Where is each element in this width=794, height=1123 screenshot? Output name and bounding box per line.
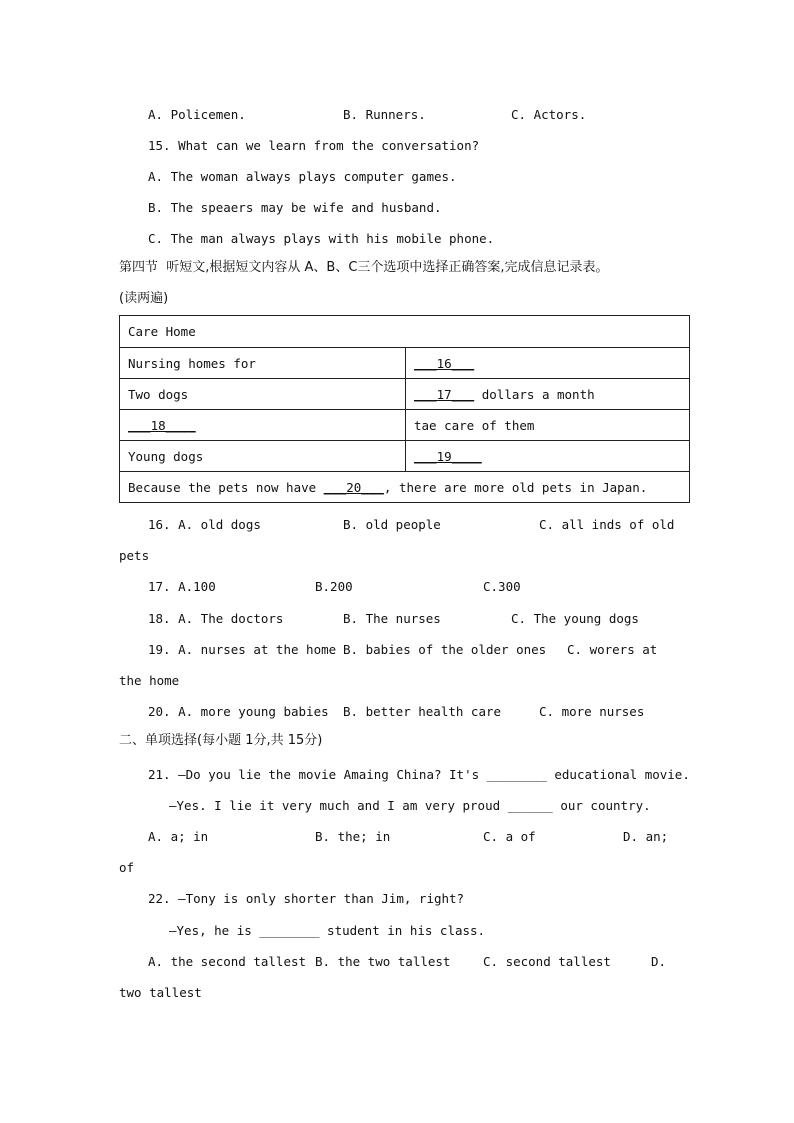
blank-17: ___17___: [414, 386, 475, 402]
q22-option-c: C. second tallest: [483, 954, 611, 969]
q16-option-b: B. old people: [343, 517, 441, 532]
q21-option-a: A. a; in: [148, 829, 209, 844]
table-cell: [406, 379, 690, 410]
q22-option-d: D.: [651, 954, 667, 969]
q22-continuation: two tallest: [119, 985, 202, 1000]
q16-option-a: 16. A. old dogs: [148, 517, 261, 532]
table-cell-text: dollars a month: [474, 386, 595, 402]
table-cell: Young dogs: [120, 441, 406, 472]
table-cell: Two dogs: [120, 379, 406, 410]
part2-heading: 二、单项选择(每小题 1分,共 15分): [119, 733, 323, 748]
table-cell: [406, 441, 690, 472]
q18-option-a: 18. A. The doctors: [148, 611, 284, 626]
section4-heading: 第四节 听短文,根据短文内容从 A、B、C三个选项中选择正确答案,完成信息记录表。: [119, 260, 609, 275]
q15-question: 15. What can we learn from the conversation?: [148, 138, 480, 153]
q19-option-b: B. babies of the older ones: [343, 642, 547, 657]
q18-option-b: B. The nurses: [343, 611, 441, 626]
table-row: [120, 348, 690, 379]
q17-option-a: 17. A.100: [148, 579, 216, 594]
table-cell: tae care of them: [406, 410, 690, 441]
footer-text: , there are more old pets in Japan.: [383, 479, 648, 495]
q21-option-b: B. the; in: [315, 829, 391, 844]
table-row: [120, 441, 690, 472]
q16-continuation: pets: [119, 548, 150, 563]
q22-option-a: A. the second tallest: [148, 954, 307, 969]
q17-option-c: C.300: [483, 579, 521, 594]
footer-text: Because the pets now have: [128, 479, 324, 495]
blank-16: ___16___: [414, 355, 475, 371]
q15-option-b: B. The speaers may be wife and husband.: [148, 200, 442, 215]
q20-option-c: C. more nurses: [539, 704, 645, 719]
q19-option-a: 19. A. nurses at the home: [148, 642, 337, 657]
table-row: [120, 472, 690, 503]
blank-18: ___18____: [128, 417, 196, 433]
q14-option-b: B. Runners.: [343, 107, 426, 122]
table-footer: [120, 472, 690, 503]
q20-option-b: B. better health care: [343, 704, 502, 719]
q16-option-c: C. all inds of old: [539, 517, 675, 532]
q21-line2: —Yes. I lie it very much and I am very proud ______ our country.: [169, 798, 651, 813]
q18-option-c: C. The young dogs: [511, 611, 639, 626]
blank-19: ___19____: [414, 448, 482, 464]
q21-option-c: C. a of: [483, 829, 536, 844]
q19-continuation: the home: [119, 673, 180, 688]
table-row: [120, 410, 690, 441]
q22-option-b: B. the two tallest: [315, 954, 451, 969]
table-title: Care Home: [120, 316, 690, 348]
q20-option-a: 20. A. more young babies: [148, 704, 329, 719]
q21-option-d: D. an;: [623, 829, 669, 844]
info-table: [119, 315, 690, 503]
q17-option-b: B.200: [315, 579, 353, 594]
table-cell: Nursing homes for: [120, 348, 406, 379]
q19-option-c: C. worers at: [567, 642, 658, 657]
blank-20: ___20___: [323, 479, 384, 495]
section4-note: (读两遍): [119, 291, 169, 306]
table-row: [120, 316, 690, 348]
q22-line1: 22. —Tony is only shorter than Jim, right?: [148, 891, 465, 906]
q22-line2: —Yes, he is ________ student in his class.: [169, 923, 486, 938]
q15-option-c: C. The man always plays with his mobile phone.: [148, 231, 495, 246]
q14-option-a: A. Policemen.: [148, 107, 246, 122]
table-row: [120, 379, 690, 410]
table-cell: [120, 410, 406, 441]
table-cell: [406, 348, 690, 379]
q15-option-a: A. The woman always plays computer games.: [148, 169, 457, 184]
q14-option-c: C. Actors.: [511, 107, 587, 122]
q21-line1: 21. —Do you lie the movie Amaing China? It's ________ educational movie.: [148, 767, 690, 782]
q21-continuation: of: [119, 860, 135, 875]
